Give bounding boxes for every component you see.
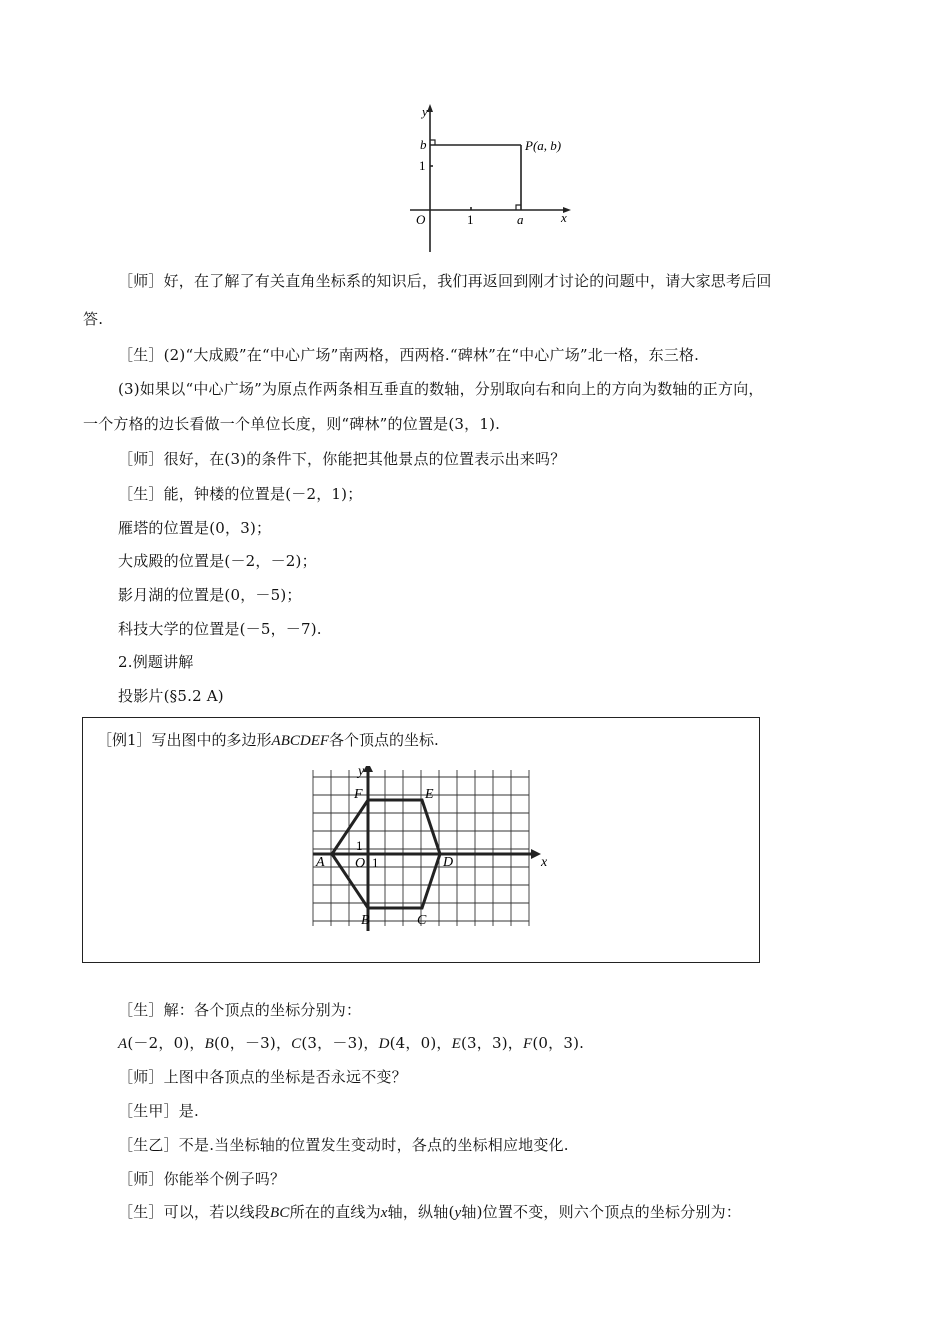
point-p-coordinate-figure [395, 100, 585, 260]
vertex-label-d: D [443, 855, 454, 870]
paragraph-teacher-1: ［师］好，在了解了有关直角坐标系的知识后，我们再返回到刚才讨论的问题中，请大家思考后回 [118, 272, 772, 290]
point-p-label: P(a, b) [525, 138, 562, 153]
grid [313, 770, 529, 926]
coord-value: (4，0)， [389, 1034, 452, 1052]
paragraph-8: 影月湖的位置是(0，－5)； [118, 586, 302, 604]
coord-value: (3，－3)， [301, 1034, 379, 1052]
y-axis-label: y [422, 104, 428, 119]
y-arrow-icon [427, 104, 433, 112]
vertex-label-a: A [316, 855, 325, 870]
teacher-prompt: ［师］你能举个例子吗？ [118, 1170, 286, 1188]
example-title [97, 730, 439, 751]
coord-label: B [204, 1036, 214, 1052]
student-example-a: ［生］可以，若以线段 [118, 1203, 271, 1221]
vertex-label-f: F [354, 787, 363, 802]
paragraph-7: 大成殿的位置是(－2，－2)； [118, 552, 317, 570]
vertex-label-e: E [425, 787, 434, 802]
x-arrow-icon [531, 849, 541, 859]
x-axis-label: x [541, 855, 547, 870]
coord-label: A [118, 1036, 128, 1052]
axis-y-ref: y [454, 1205, 462, 1221]
student-example-b: 所在的直线为 [289, 1203, 381, 1221]
slide-reference: 投影片(§5.2 A) [118, 687, 224, 705]
example-box [82, 717, 760, 963]
b-label: b [420, 137, 427, 152]
student-a-answer: ［生甲］是. [118, 1102, 199, 1120]
y-axis-label: y [358, 766, 365, 779]
a-label: a [517, 212, 524, 227]
vertex-label-b: B [361, 913, 370, 928]
tick-y-1-label: 1 [419, 158, 426, 173]
student-example [118, 1202, 741, 1223]
answer-intro: ［生］解：各个顶点的坐标分别为： [118, 1001, 362, 1019]
paragraph-9: 科技大学的位置是(－5，－7). [118, 620, 322, 638]
example-suffix: 各个顶点的坐标. [329, 731, 439, 749]
unit-x-label: 1 [372, 855, 379, 870]
coord-label: D [378, 1036, 390, 1052]
polygon-grid-figure [307, 766, 547, 936]
paragraph-3-cont: 一个方格的边长看做一个单位长度，则“碑林”的位置是(3，1). [83, 415, 501, 433]
coord-value: (－2，0)， [127, 1034, 205, 1052]
coord-label: C [291, 1036, 302, 1052]
paragraph-teacher-4: ［师］很好，在(3)的条件下，你能把其他景点的位置表示出来吗？ [118, 450, 566, 468]
coord-value: (3，3)， [461, 1034, 523, 1052]
answer-coordinates [118, 1033, 584, 1054]
origin-label: O [355, 856, 366, 871]
paragraph-6: 雁塔的位置是(0，3)； [118, 519, 272, 537]
coord-value: (0，－3)， [213, 1034, 292, 1052]
example-prefix: ［例1］写出图中的多边形 [97, 731, 272, 749]
student-b-answer: ［生乙］不是.当坐标轴的位置发生变动时，各点的坐标相应地变化. [118, 1136, 569, 1154]
paragraph-3: (3)如果以“中心广场”为原点作两条相互垂直的数轴，分别取向右和向上的方向为数轴的正方向， [118, 380, 764, 398]
unit-y-label: 1 [356, 838, 363, 853]
y-arrow-icon [363, 766, 373, 772]
origin-label: O [416, 212, 426, 227]
axis-x-ref: x [380, 1205, 388, 1221]
section-heading: 2.例题讲解 [118, 653, 194, 671]
vertex-label-c: C [417, 913, 427, 928]
x-axis-label: x [561, 210, 567, 225]
paragraph-student-2: ［生］(2)“大成殿”在“中心广场”南两格，西两格.“碑林”在“中心广场”北一格，东三格. [118, 346, 700, 364]
tick-x-1-label: 1 [467, 212, 474, 227]
coord-value: (0，3). [532, 1034, 585, 1052]
student-example-c: 轴，纵轴( [387, 1203, 455, 1221]
paragraph-teacher-1-cont: 答. [83, 310, 104, 328]
segment-bc: BC [270, 1205, 290, 1221]
paragraph-student-5: ［生］能，钟楼的位置是(－2，1)； [118, 485, 363, 503]
polygon-name: ABCDEF [271, 733, 330, 749]
coord-label: E [451, 1036, 461, 1052]
coord-label: F [523, 1036, 533, 1052]
teacher-question: ［师］上图中各顶点的坐标是否永远不变？ [118, 1068, 407, 1086]
student-example-d: 轴)位置不变，则六个顶点的坐标分别为： [461, 1203, 742, 1221]
